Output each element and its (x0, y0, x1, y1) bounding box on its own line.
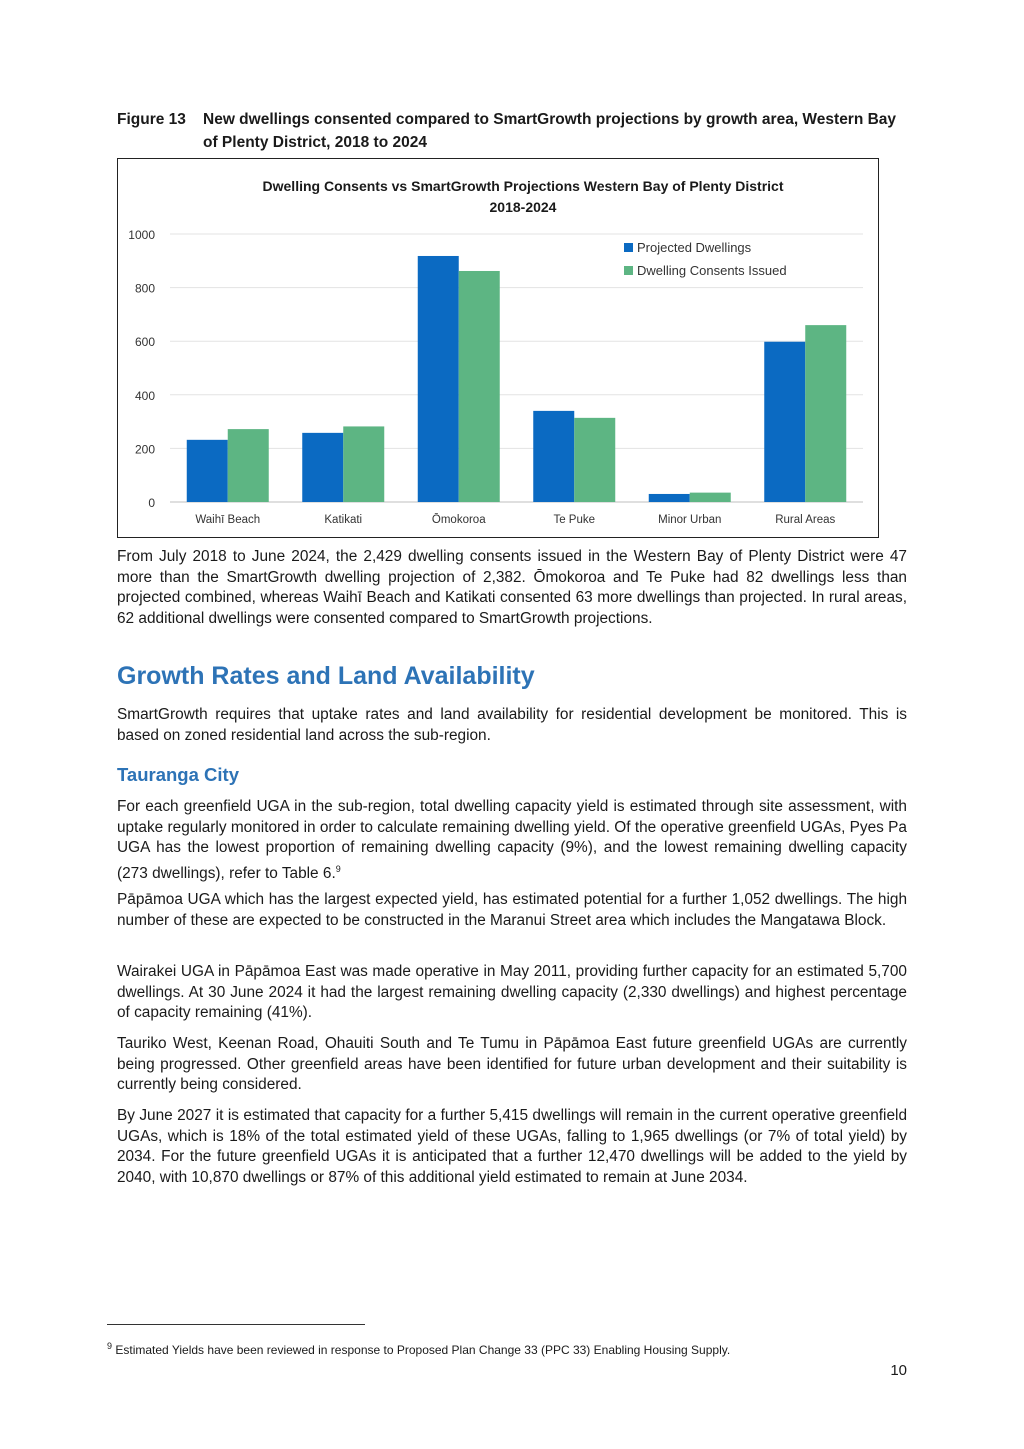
paragraph-smartgrowth-monitoring: SmartGrowth requires that uptake rates and land availability for residential development be monitored. This is based on zoned residential land across the sub-region. (117, 706, 907, 744)
paragraph-capacity-projection: By June 2027 it is estimated that capacity for a further 5,415 dwellings will remain in the current operative greenfield UGAs, which is 18% of the total estimated yield of these UGAs, falling to 1,965 dwellings (or 7% of total yield) by 2034. For the future greenfield UGAs it is anticipated that a further 12,470 dwellings will be added to the yield by 2040, with 10,870 dwellings or 87% of this additional yield estimated to remain at June 2034. (117, 1107, 907, 1186)
chart-subtitle: 2018-2024 (489, 199, 557, 215)
footnote-text: Estimated Yields have been reviewed in response to Proposed Plan Change 33 (PPC 33) Enabling Housing Supply. (112, 1343, 731, 1357)
chart-frame (117, 158, 879, 538)
subsection-heading: Tauranga City (117, 764, 239, 785)
legend-swatch (624, 266, 633, 275)
bar-consents-0 (228, 429, 269, 502)
x-tick-label: Minor Urban (658, 514, 722, 526)
legend-swatch (624, 243, 633, 252)
y-tick-label: 800 (134, 281, 155, 296)
y-tick-label: 1000 (128, 228, 155, 242)
section-heading: Growth Rates and Land Availability (117, 662, 535, 690)
bar-consents-5 (805, 325, 846, 502)
bar-consents-4 (690, 493, 731, 502)
bar-projected-1 (302, 433, 343, 502)
bar-chart (118, 159, 878, 537)
bar-projected-2 (418, 256, 459, 502)
figure-caption-text: New dwellings consented compared to SmartGrowth projections by growth area, Western Bay of Plenty District, 2018 to 2024 (203, 111, 897, 151)
chart-title: Dwelling Consents vs SmartGrowth Projections Western Bay of Plenty District (262, 178, 784, 194)
x-tick-label: Rural Areas (775, 514, 836, 526)
x-tick-label: Waihī Beach (195, 514, 261, 526)
page-number: 10 (890, 1362, 907, 1379)
paragraph-future-ugas: Tauriko West, Keenan Road, Ohauiti South and Te Tumu in Pāpāmoa East future greenfield UGAs are currently being progressed. Other greenfield areas have been identified for future urban development and their suitability is currently being considered. (117, 1035, 907, 1094)
bar-projected-4 (649, 494, 690, 502)
paragraph-greenfield-uga-text: For each greenfield UGA in the sub-region, total dwelling capacity yield is estimated through site assessment, with uptake regularly monitored in order to calculate remaining dwelling yield. Of the operative greenfield UGAs, Pyes Pa UGA has the lowest proportion of remaining dwelling capacity (9%), and the lowest remaining dwelling capacity (273 dwellings), refer to Table 6. (117, 798, 907, 882)
paragraph-dwelling-consents: From July 2018 to June 2024, the 2,429 dwelling consents issued in the Western Bay of Plenty District were 47 more than the SmartGrowth dwelling projection of 2,382. Ōmokoroa and Te Puke had 82 dwellings less than projected combined, whereas Waihī Beach and Katikati consented 63 more dwellings than projected. In rural areas, 62 additional dwellings were consented compared to SmartGrowth projections. (117, 548, 907, 627)
paragraph-greenfield-uga (117, 797, 907, 885)
y-tick-label: 400 (134, 388, 155, 403)
legend-label: Dwelling Consents Issued (637, 263, 787, 278)
x-tick-label: Ōmokoroa (431, 514, 486, 526)
bar-projected-3 (533, 411, 574, 502)
figure-caption (117, 108, 907, 154)
legend-label: Projected Dwellings (637, 240, 752, 255)
figure-number: Figure 13 (117, 111, 186, 128)
x-tick-label: Te Puke (553, 514, 596, 526)
footnote (107, 1339, 730, 1358)
y-tick-label: 600 (134, 335, 155, 350)
footnote-reference[interactable]: 9 (335, 863, 341, 874)
y-tick-label: 0 (148, 496, 155, 510)
bar-projected-5 (764, 342, 805, 502)
bar-projected-0 (187, 440, 228, 502)
x-tick-label: Katikati (324, 514, 363, 526)
bar-consents-3 (574, 418, 615, 502)
footnote-divider (107, 1324, 365, 1325)
paragraph-papamoa-uga: Pāpāmoa UGA which has the largest expected yield, has estimated potential for a further 1,052 dwellings. The high number of these are expected to be constructed in the Maranui Street area which includes the Mangatawa Block. (117, 891, 907, 929)
bar-consents-2 (459, 271, 500, 502)
bar-consents-1 (343, 426, 384, 502)
y-tick-label: 200 (134, 442, 155, 457)
paragraph-wairakei-uga: Wairakei UGA in Pāpāmoa East was made operative in May 2011, providing further capacity for an estimated 5,700 dwellings. At 30 June 2024 it had the largest remaining dwelling capacity (2,330 dwellings) and highest percentage of capacity remaining (41%). (117, 963, 907, 1022)
footnote-number: 9 (107, 1341, 113, 1351)
